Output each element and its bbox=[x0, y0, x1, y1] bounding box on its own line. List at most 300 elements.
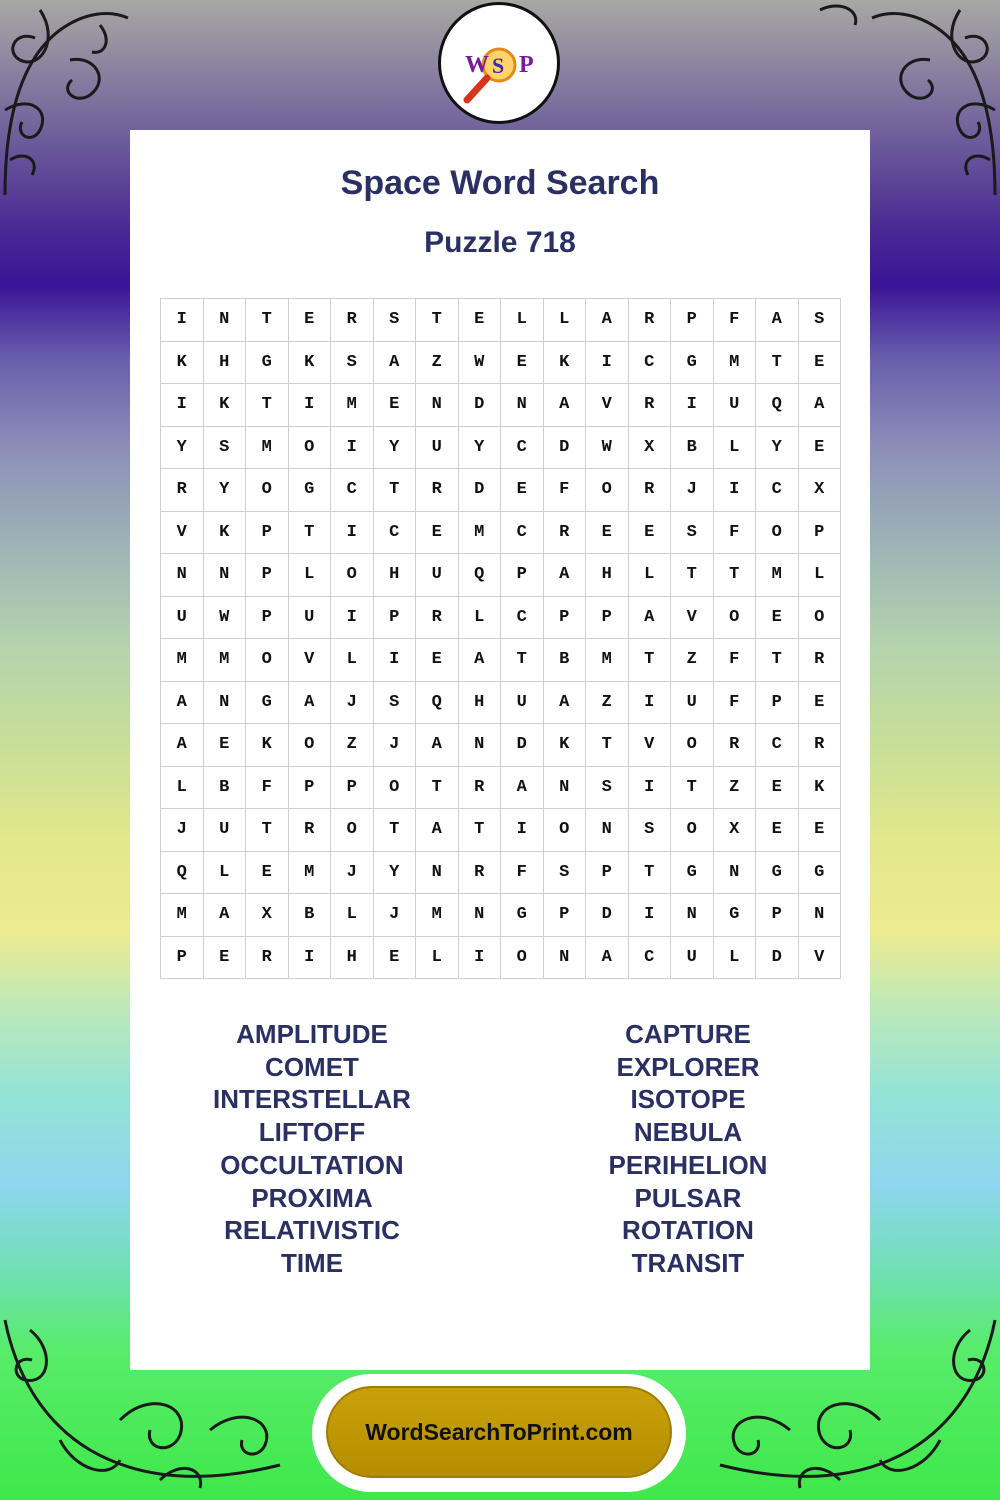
grid-cell[interactable]: E bbox=[373, 936, 416, 979]
grid-cell[interactable]: T bbox=[246, 384, 289, 427]
grid-cell[interactable]: S bbox=[203, 426, 246, 469]
grid-cell[interactable]: O bbox=[671, 809, 714, 852]
grid-cell[interactable]: G bbox=[501, 894, 544, 937]
grid-cell[interactable]: P bbox=[373, 596, 416, 639]
grid-cell[interactable]: D bbox=[458, 469, 501, 512]
grid-cell[interactable]: L bbox=[458, 596, 501, 639]
grid-cell[interactable]: H bbox=[458, 681, 501, 724]
grid-cell[interactable]: A bbox=[501, 766, 544, 809]
grid-cell[interactable]: A bbox=[798, 384, 841, 427]
page-title: Space Word Search bbox=[340, 164, 660, 202]
grid-cell[interactable]: D bbox=[756, 936, 799, 979]
grid-cell[interactable]: N bbox=[203, 681, 246, 724]
word-item: INTERSTELLAR bbox=[213, 1084, 411, 1115]
grid-cell[interactable]: L bbox=[161, 766, 204, 809]
grid-cell[interactable]: K bbox=[288, 341, 331, 384]
grid-cell[interactable]: N bbox=[416, 851, 459, 894]
grid-cell[interactable]: I bbox=[288, 936, 331, 979]
grid-cell[interactable]: F bbox=[246, 766, 289, 809]
grid-cell[interactable]: W bbox=[586, 426, 629, 469]
logo-letter-w: W bbox=[465, 52, 489, 78]
grid-cell[interactable]: J bbox=[373, 724, 416, 767]
grid-cell[interactable]: L bbox=[331, 894, 374, 937]
grid-cell[interactable]: S bbox=[628, 809, 671, 852]
grid-row bbox=[161, 469, 841, 512]
grid-cell[interactable]: A bbox=[628, 596, 671, 639]
word-item: COMET bbox=[265, 1051, 359, 1082]
grid-row bbox=[161, 894, 841, 937]
grid-cell[interactable]: R bbox=[161, 469, 204, 512]
grid-cell[interactable]: Y bbox=[203, 469, 246, 512]
grid-cell[interactable]: X bbox=[246, 894, 289, 937]
grid-row bbox=[161, 936, 841, 979]
grid-cell[interactable]: H bbox=[331, 936, 374, 979]
grid-cell[interactable]: O bbox=[798, 596, 841, 639]
grid-cell[interactable]: Y bbox=[458, 426, 501, 469]
grid-cell[interactable]: T bbox=[373, 469, 416, 512]
grid-cell[interactable]: P bbox=[246, 596, 289, 639]
grid-cell[interactable]: T bbox=[288, 511, 331, 554]
grid-cell[interactable]: L bbox=[203, 851, 246, 894]
grid-cell[interactable]: U bbox=[671, 681, 714, 724]
grid-cell[interactable]: N bbox=[203, 554, 246, 597]
grid-cell[interactable]: N bbox=[543, 936, 586, 979]
grid-cell[interactable]: R bbox=[416, 469, 459, 512]
grid-cell[interactable]: N bbox=[203, 299, 246, 342]
grid-cell[interactable]: A bbox=[161, 681, 204, 724]
grid-cell[interactable]: T bbox=[756, 341, 799, 384]
grid-cell[interactable]: G bbox=[713, 894, 756, 937]
grid-cell[interactable]: E bbox=[416, 511, 459, 554]
grid-cell[interactable]: T bbox=[671, 554, 714, 597]
grid-cell[interactable]: E bbox=[288, 299, 331, 342]
grid-cell[interactable]: K bbox=[543, 341, 586, 384]
grid-cell[interactable]: U bbox=[416, 554, 459, 597]
grid-cell[interactable]: E bbox=[798, 341, 841, 384]
grid-cell[interactable]: D bbox=[501, 724, 544, 767]
grid-cell[interactable]: C bbox=[331, 469, 374, 512]
grid-cell[interactable]: G bbox=[246, 341, 289, 384]
logo-letter-p: P bbox=[519, 52, 534, 78]
grid-cell[interactable]: K bbox=[203, 384, 246, 427]
grid-cell[interactable]: P bbox=[756, 894, 799, 937]
grid-cell[interactable]: T bbox=[416, 766, 459, 809]
grid-cell[interactable]: F bbox=[543, 469, 586, 512]
grid-cell[interactable]: T bbox=[501, 639, 544, 682]
grid-cell[interactable]: V bbox=[161, 511, 204, 554]
grid-cell[interactable]: J bbox=[161, 809, 204, 852]
grid-cell[interactable]: J bbox=[373, 894, 416, 937]
grid-cell[interactable]: P bbox=[586, 596, 629, 639]
grid-cell[interactable]: B bbox=[671, 426, 714, 469]
grid-cell[interactable]: O bbox=[671, 724, 714, 767]
grid-cell[interactable]: S bbox=[671, 511, 714, 554]
grid-cell[interactable]: I bbox=[331, 426, 374, 469]
grid-cell[interactable]: N bbox=[713, 851, 756, 894]
grid-cell[interactable]: E bbox=[586, 511, 629, 554]
grid-cell[interactable]: E bbox=[203, 936, 246, 979]
grid-cell[interactable]: P bbox=[756, 681, 799, 724]
grid-cell[interactable]: R bbox=[416, 596, 459, 639]
grid-cell[interactable]: Z bbox=[586, 681, 629, 724]
grid-cell[interactable]: A bbox=[373, 341, 416, 384]
word-item: LIFTOFF bbox=[258, 1117, 366, 1148]
grid-row bbox=[161, 639, 841, 682]
grid-cell[interactable]: B bbox=[543, 639, 586, 682]
grid-cell[interactable]: M bbox=[416, 894, 459, 937]
grid-cell[interactable]: M bbox=[331, 384, 374, 427]
grid-cell[interactable]: O bbox=[288, 724, 331, 767]
word-item: RELATIVISTIC bbox=[224, 1215, 400, 1246]
word-item: PULSAR bbox=[634, 1182, 742, 1213]
grid-cell[interactable]: I bbox=[161, 384, 204, 427]
grid-cell[interactable]: T bbox=[586, 724, 629, 767]
grid-cell[interactable]: R bbox=[628, 469, 671, 512]
grid-cell[interactable]: T bbox=[246, 809, 289, 852]
grid-cell[interactable]: X bbox=[713, 809, 756, 852]
grid-cell[interactable]: N bbox=[671, 894, 714, 937]
grid-cell[interactable]: R bbox=[628, 384, 671, 427]
grid-cell[interactable]: N bbox=[501, 384, 544, 427]
grid-cell[interactable]: C bbox=[501, 426, 544, 469]
grid-cell[interactable]: T bbox=[756, 639, 799, 682]
grid-cell[interactable]: R bbox=[458, 766, 501, 809]
grid-cell[interactable]: Y bbox=[373, 426, 416, 469]
grid-cell[interactable]: E bbox=[501, 469, 544, 512]
grid-cell[interactable]: L bbox=[713, 426, 756, 469]
grid-cell[interactable]: M bbox=[203, 639, 246, 682]
grid-cell[interactable]: M bbox=[246, 426, 289, 469]
grid-cell[interactable]: P bbox=[671, 299, 714, 342]
grid-row bbox=[161, 426, 841, 469]
word-item: TIME bbox=[280, 1247, 344, 1278]
grid-cell[interactable]: A bbox=[543, 681, 586, 724]
grid-cell[interactable]: A bbox=[203, 894, 246, 937]
grid-cell[interactable]: P bbox=[331, 766, 374, 809]
grid-cell[interactable]: F bbox=[713, 299, 756, 342]
grid-cell[interactable]: G bbox=[671, 341, 714, 384]
grid-cell[interactable]: O bbox=[246, 639, 289, 682]
grid-cell[interactable]: U bbox=[713, 384, 756, 427]
grid-cell[interactable]: I bbox=[161, 299, 204, 342]
grid-cell[interactable]: C bbox=[628, 936, 671, 979]
grid-cell[interactable]: I bbox=[331, 511, 374, 554]
grid-cell[interactable]: M bbox=[161, 894, 204, 937]
grid-cell[interactable]: S bbox=[373, 681, 416, 724]
grid-cell[interactable]: R bbox=[288, 809, 331, 852]
grid-cell[interactable]: S bbox=[373, 299, 416, 342]
grid-cell[interactable]: E bbox=[458, 299, 501, 342]
grid-cell[interactable]: M bbox=[756, 554, 799, 597]
site-logo[interactable] bbox=[438, 2, 560, 124]
grid-cell[interactable]: N bbox=[416, 384, 459, 427]
grid-cell[interactable]: N bbox=[586, 809, 629, 852]
grid-cell[interactable]: R bbox=[246, 936, 289, 979]
grid-cell[interactable]: P bbox=[246, 511, 289, 554]
grid-cell[interactable]: G bbox=[671, 851, 714, 894]
grid-cell[interactable]: U bbox=[203, 809, 246, 852]
grid-cell[interactable]: T bbox=[416, 299, 459, 342]
grid-cell[interactable]: I bbox=[331, 596, 374, 639]
grid-cell[interactable]: L bbox=[288, 554, 331, 597]
grid-cell[interactable]: C bbox=[756, 724, 799, 767]
word-item: NEBULA bbox=[633, 1117, 743, 1148]
grid-cell[interactable]: I bbox=[713, 469, 756, 512]
grid-cell[interactable]: O bbox=[756, 511, 799, 554]
grid-cell[interactable]: K bbox=[543, 724, 586, 767]
grid-cell[interactable]: S bbox=[543, 851, 586, 894]
grid-cell[interactable]: L bbox=[416, 936, 459, 979]
grid-cell[interactable]: E bbox=[246, 851, 289, 894]
grid-cell[interactable]: C bbox=[628, 341, 671, 384]
grid-cell[interactable]: F bbox=[713, 639, 756, 682]
grid-cell[interactable]: P bbox=[288, 766, 331, 809]
grid-cell[interactable]: A bbox=[543, 554, 586, 597]
grid-cell[interactable]: F bbox=[501, 851, 544, 894]
grid-cell[interactable]: C bbox=[501, 511, 544, 554]
grid-cell[interactable]: D bbox=[458, 384, 501, 427]
grid-cell[interactable]: A bbox=[586, 299, 629, 342]
grid-cell[interactable]: N bbox=[458, 894, 501, 937]
grid-cell[interactable]: Z bbox=[713, 766, 756, 809]
grid-cell[interactable]: Z bbox=[416, 341, 459, 384]
grid-cell[interactable]: Q bbox=[756, 384, 799, 427]
grid-cell[interactable]: O bbox=[713, 596, 756, 639]
grid-cell[interactable]: Q bbox=[458, 554, 501, 597]
grid-cell[interactable]: V bbox=[628, 724, 671, 767]
grid-cell[interactable]: K bbox=[798, 766, 841, 809]
grid-cell[interactable]: U bbox=[288, 596, 331, 639]
grid-cell[interactable]: U bbox=[416, 426, 459, 469]
grid-cell[interactable]: I bbox=[671, 384, 714, 427]
grid-cell[interactable]: A bbox=[458, 639, 501, 682]
grid-row bbox=[161, 724, 841, 767]
grid-cell[interactable]: R bbox=[458, 851, 501, 894]
grid-cell[interactable]: A bbox=[416, 724, 459, 767]
grid-cell[interactable]: E bbox=[756, 766, 799, 809]
grid-cell[interactable]: Y bbox=[373, 851, 416, 894]
grid-cell[interactable]: L bbox=[628, 554, 671, 597]
grid-cell[interactable]: E bbox=[798, 681, 841, 724]
grid-cell[interactable]: A bbox=[543, 384, 586, 427]
grid-cell[interactable]: J bbox=[331, 681, 374, 724]
grid-cell[interactable]: R bbox=[713, 724, 756, 767]
grid-cell[interactable]: T bbox=[373, 809, 416, 852]
grid-cell[interactable]: M bbox=[586, 639, 629, 682]
grid-cell[interactable]: K bbox=[203, 511, 246, 554]
grid-cell[interactable]: B bbox=[203, 766, 246, 809]
grid-cell[interactable]: I bbox=[628, 766, 671, 809]
grid-cell[interactable]: E bbox=[628, 511, 671, 554]
grid-cell[interactable]: E bbox=[756, 809, 799, 852]
grid-cell[interactable]: O bbox=[246, 469, 289, 512]
grid-cell[interactable]: E bbox=[501, 341, 544, 384]
grid-cell[interactable]: P bbox=[543, 894, 586, 937]
grid-cell[interactable]: G bbox=[756, 851, 799, 894]
word-item: AMPLITUDE bbox=[236, 1019, 388, 1049]
ornament-top-left bbox=[0, 0, 135, 200]
grid-cell[interactable]: I bbox=[501, 809, 544, 852]
grid-cell[interactable]: L bbox=[713, 936, 756, 979]
word-item: OCCULTATION bbox=[220, 1149, 404, 1180]
grid-cell[interactable]: F bbox=[713, 681, 756, 724]
word-item: PERIHELION bbox=[608, 1149, 768, 1180]
grid-cell[interactable]: V bbox=[288, 639, 331, 682]
logo-letter-s: S bbox=[492, 53, 505, 78]
grid-cell[interactable]: G bbox=[798, 851, 841, 894]
grid-cell[interactable]: E bbox=[798, 809, 841, 852]
grid-cell[interactable]: F bbox=[713, 511, 756, 554]
grid-cell[interactable]: Y bbox=[756, 426, 799, 469]
grid-cell[interactable]: K bbox=[246, 724, 289, 767]
grid-cell[interactable]: O bbox=[543, 809, 586, 852]
grid-cell[interactable]: V bbox=[671, 596, 714, 639]
grid-cell[interactable]: P bbox=[161, 936, 204, 979]
grid-cell[interactable]: A bbox=[586, 936, 629, 979]
grid-cell[interactable]: M bbox=[161, 639, 204, 682]
grid-cell[interactable]: V bbox=[798, 936, 841, 979]
grid-cell[interactable]: M bbox=[713, 341, 756, 384]
grid-row bbox=[161, 554, 841, 597]
grid-cell[interactable]: R bbox=[543, 511, 586, 554]
grid-cell[interactable]: U bbox=[501, 681, 544, 724]
grid-cell[interactable]: A bbox=[416, 809, 459, 852]
grid-cell[interactable]: U bbox=[671, 936, 714, 979]
grid-cell[interactable]: V bbox=[586, 384, 629, 427]
grid-cell[interactable]: G bbox=[246, 681, 289, 724]
grid-row bbox=[161, 681, 841, 724]
grid-cell[interactable]: U bbox=[161, 596, 204, 639]
grid-cell[interactable]: G bbox=[288, 469, 331, 512]
grid-cell[interactable]: Y bbox=[161, 426, 204, 469]
word-list-right bbox=[538, 1018, 838, 1280]
grid-row bbox=[161, 596, 841, 639]
grid-cell[interactable]: P bbox=[501, 554, 544, 597]
word-item: CAPTURE bbox=[625, 1019, 751, 1049]
grid-cell[interactable]: S bbox=[331, 341, 374, 384]
grid-cell[interactable]: N bbox=[798, 894, 841, 937]
grid-cell[interactable]: R bbox=[331, 299, 374, 342]
grid-cell[interactable]: P bbox=[543, 596, 586, 639]
grid-row bbox=[161, 766, 841, 809]
grid-cell[interactable]: A bbox=[756, 299, 799, 342]
grid-row bbox=[161, 511, 841, 554]
grid-cell[interactable]: C bbox=[501, 596, 544, 639]
grid-cell[interactable]: I bbox=[288, 384, 331, 427]
grid-cell[interactable]: O bbox=[501, 936, 544, 979]
grid-cell[interactable]: I bbox=[458, 936, 501, 979]
grid-row bbox=[161, 384, 841, 427]
grid-cell[interactable]: O bbox=[331, 809, 374, 852]
grid-cell[interactable]: E bbox=[203, 724, 246, 767]
grid-cell[interactable]: N bbox=[458, 724, 501, 767]
puzzle-number: Puzzle 718 bbox=[424, 226, 576, 259]
grid-cell[interactable]: E bbox=[416, 639, 459, 682]
grid-cell[interactable]: B bbox=[288, 894, 331, 937]
grid-cell[interactable]: M bbox=[458, 511, 501, 554]
grid-cell[interactable]: T bbox=[628, 851, 671, 894]
word-item: EXPLORER bbox=[616, 1051, 760, 1082]
grid-cell[interactable]: K bbox=[161, 341, 204, 384]
grid-cell[interactable]: O bbox=[373, 766, 416, 809]
grid-row bbox=[161, 851, 841, 894]
grid-cell[interactable]: Q bbox=[416, 681, 459, 724]
grid-cell[interactable]: O bbox=[586, 469, 629, 512]
grid-cell[interactable]: L bbox=[501, 299, 544, 342]
grid-cell[interactable]: Z bbox=[331, 724, 374, 767]
grid-cell[interactable]: R bbox=[628, 299, 671, 342]
grid-cell[interactable]: E bbox=[798, 426, 841, 469]
grid-cell[interactable]: C bbox=[373, 511, 416, 554]
grid-cell[interactable]: N bbox=[161, 554, 204, 597]
grid-cell[interactable]: N bbox=[543, 766, 586, 809]
grid-cell[interactable]: H bbox=[203, 341, 246, 384]
grid-cell[interactable]: R bbox=[798, 639, 841, 682]
grid-cell[interactable]: E bbox=[756, 596, 799, 639]
grid-cell[interactable]: D bbox=[586, 894, 629, 937]
grid-cell[interactable]: L bbox=[798, 554, 841, 597]
grid-cell[interactable]: S bbox=[586, 766, 629, 809]
word-item: TRANSIT bbox=[631, 1247, 745, 1278]
grid-cell[interactable]: M bbox=[288, 851, 331, 894]
grid-cell[interactable]: T bbox=[628, 639, 671, 682]
grid-cell[interactable]: L bbox=[543, 299, 586, 342]
grid-cell[interactable]: P bbox=[586, 851, 629, 894]
puzzle-sheet bbox=[130, 130, 870, 1370]
grid-cell[interactable]: Z bbox=[671, 639, 714, 682]
grid-cell[interactable]: O bbox=[331, 554, 374, 597]
word-list-left bbox=[162, 1018, 462, 1280]
grid-cell[interactable]: C bbox=[756, 469, 799, 512]
grid-cell[interactable]: H bbox=[373, 554, 416, 597]
grid-cell[interactable]: P bbox=[246, 554, 289, 597]
footer-pill bbox=[312, 1374, 686, 1492]
grid-cell[interactable]: X bbox=[798, 469, 841, 512]
grid-cell[interactable]: O bbox=[288, 426, 331, 469]
word-item: ISOTOPE bbox=[630, 1084, 746, 1115]
grid-cell[interactable]: T bbox=[713, 554, 756, 597]
grid-cell[interactable]: T bbox=[246, 299, 289, 342]
grid-cell[interactable]: Q bbox=[161, 851, 204, 894]
grid-cell[interactable]: A bbox=[288, 681, 331, 724]
grid-cell[interactable]: R bbox=[798, 724, 841, 767]
grid-cell[interactable]: E bbox=[373, 384, 416, 427]
grid-cell[interactable]: X bbox=[628, 426, 671, 469]
grid-cell[interactable]: I bbox=[628, 681, 671, 724]
word-item: ROTATION bbox=[622, 1215, 754, 1246]
grid-cell[interactable]: J bbox=[671, 469, 714, 512]
grid-cell[interactable]: S bbox=[798, 299, 841, 342]
grid-cell[interactable]: A bbox=[161, 724, 204, 767]
grid-cell[interactable]: W bbox=[203, 596, 246, 639]
letter-grid bbox=[160, 298, 841, 979]
grid-cell[interactable]: I bbox=[628, 894, 671, 937]
grid-row bbox=[161, 341, 841, 384]
grid-cell[interactable]: J bbox=[331, 851, 374, 894]
grid-cell[interactable]: L bbox=[331, 639, 374, 682]
grid-cell[interactable]: D bbox=[543, 426, 586, 469]
grid-cell[interactable]: I bbox=[373, 639, 416, 682]
grid-cell[interactable]: P bbox=[798, 511, 841, 554]
grid-cell[interactable]: H bbox=[586, 554, 629, 597]
grid-cell[interactable]: I bbox=[586, 341, 629, 384]
grid-cell[interactable]: T bbox=[458, 809, 501, 852]
grid-row bbox=[161, 299, 841, 342]
grid-row bbox=[161, 809, 841, 852]
site-link-button[interactable]: WordSearchToPrint.com bbox=[326, 1386, 672, 1478]
grid-cell[interactable]: W bbox=[458, 341, 501, 384]
grid-cell[interactable]: T bbox=[671, 766, 714, 809]
